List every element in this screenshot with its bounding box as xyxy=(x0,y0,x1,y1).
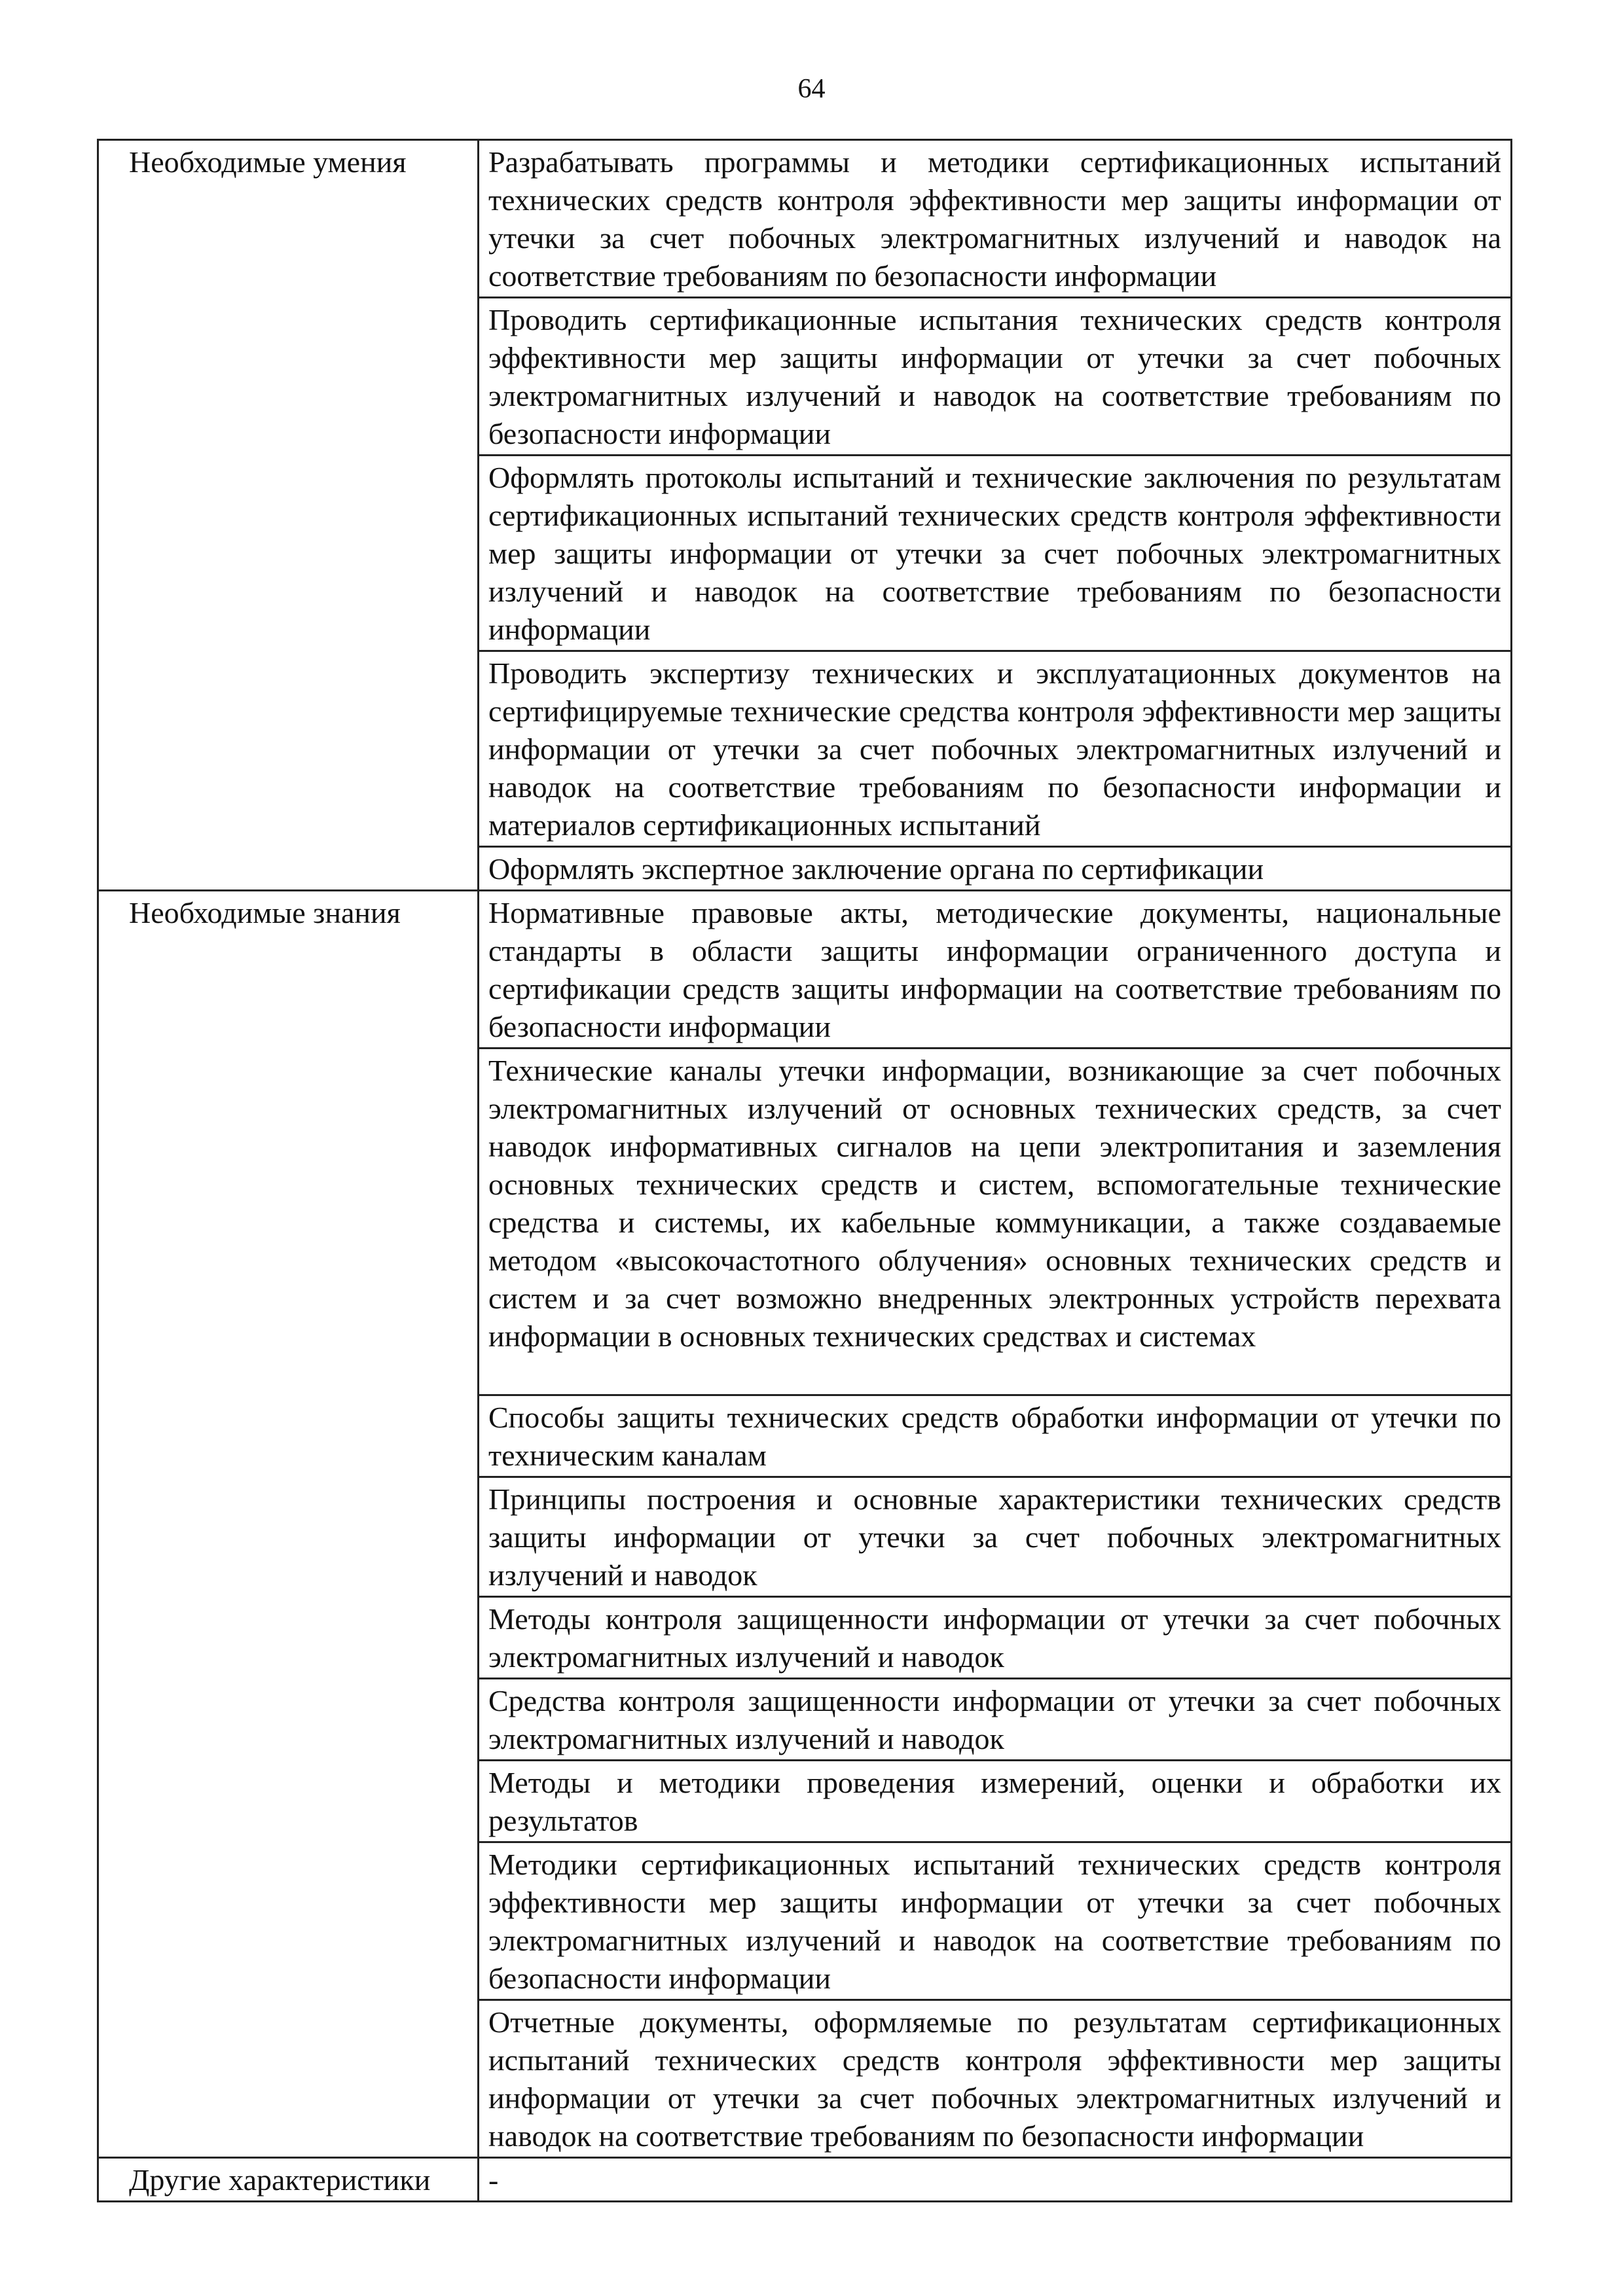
requirements-table xyxy=(97,139,1512,2202)
knowledge-item: Средства контроля защищенности информации от утечки за счет побочных электромагнитных излучений и наводок xyxy=(479,1679,1512,1761)
skill-item: Разрабатывать программы и методики сертификационных испытаний технических средств контроля эффективности мер защиты информации от утечки за счет побочных электромагнитных излучений и наводок на соответствие требованиям по безопасности информации xyxy=(479,140,1512,298)
section-label-knowledge: Необходимые знания xyxy=(98,891,479,2158)
knowledge-item: Способы защиты технических средств обработки информации от утечки по техническим каналам xyxy=(479,1395,1512,1477)
knowledge-item: Методы контроля защищенности информации от утечки за счет побочных электромагнитных излучений и наводок xyxy=(479,1597,1512,1679)
knowledge-item: Методики сертификационных испытаний технических средств контроля эффективности мер защиты информации от утечки за счет побочных электромагнитных излучений и наводок на соответствие требованиям по безопасности информации xyxy=(479,1842,1512,2000)
other-item: - xyxy=(479,2158,1512,2202)
table-row xyxy=(98,140,1512,298)
skill-item: Проводить экспертизу технических и эксплуатационных документов на сертифицируемые технические средства контроля эффективности мер защиты информации от утечки за счет побочных электромагнитных излучений и наводок на соответствие требованиям по безопасности информации и материалов сертификационных испытаний xyxy=(479,651,1512,847)
knowledge-item: Методы и методики проведения измерений, оценки и обработки их результатов xyxy=(479,1761,1512,1842)
table-row xyxy=(98,2158,1512,2202)
section-label-skills: Необходимые умения xyxy=(98,140,479,891)
knowledge-item: Принципы построения и основные характеристики технических средств защиты информации от утечки за счет побочных электромагнитных излучений и наводок xyxy=(479,1477,1512,1597)
skill-item: Проводить сертификационные испытания технических средств контроля эффективности мер защиты информации от утечки за счет побочных электромагнитных излучений и наводок на соответствие требованиям по безопасности информации xyxy=(479,298,1512,456)
section-label-other: Другие характеристики xyxy=(98,2158,479,2202)
table-row xyxy=(98,891,1512,1049)
skill-item: Оформлять экспертное заключение органа по сертификации xyxy=(479,847,1512,891)
skill-item: Оформлять протоколы испытаний и технические заключения по результатам сертификационных испытаний технических средств контроля эффективности мер защиты информации от утечки за счет побочных электромагнитных излучений и наводок на соответствие требованиям по безопасности информации xyxy=(479,456,1512,651)
knowledge-item: Отчетные документы, оформляемые по результатам сертификационных испытаний технических средств контроля эффективности мер защиты информации от утечки за счет побочных электромагнитных излучений и наводок на соответствие требованиям по безопасности информации xyxy=(479,2000,1512,2158)
page-number: 64 xyxy=(797,74,826,104)
knowledge-item: Нормативные правовые акты, методические документы, национальные стандарты в области защиты информации ограниченного доступа и сертификации средств защиты информации на соответствие требованиям по безопасности информации xyxy=(479,891,1512,1049)
knowledge-item: Технические каналы утечки информации, возникающие за счет побочных электромагнитных излучений от основных технических средств, за счет наводок информативных сигналов на цепи электропитания и заземления основных технических средств и систем, вспомогательные технические средства и системы, их кабельные коммуникации, а также создаваемые методом «высокочастотного облучения» основных технических средств и систем и за счет возможно внедренных электронных устройств перехвата информации в основных технических средствах и системах xyxy=(479,1049,1512,1395)
